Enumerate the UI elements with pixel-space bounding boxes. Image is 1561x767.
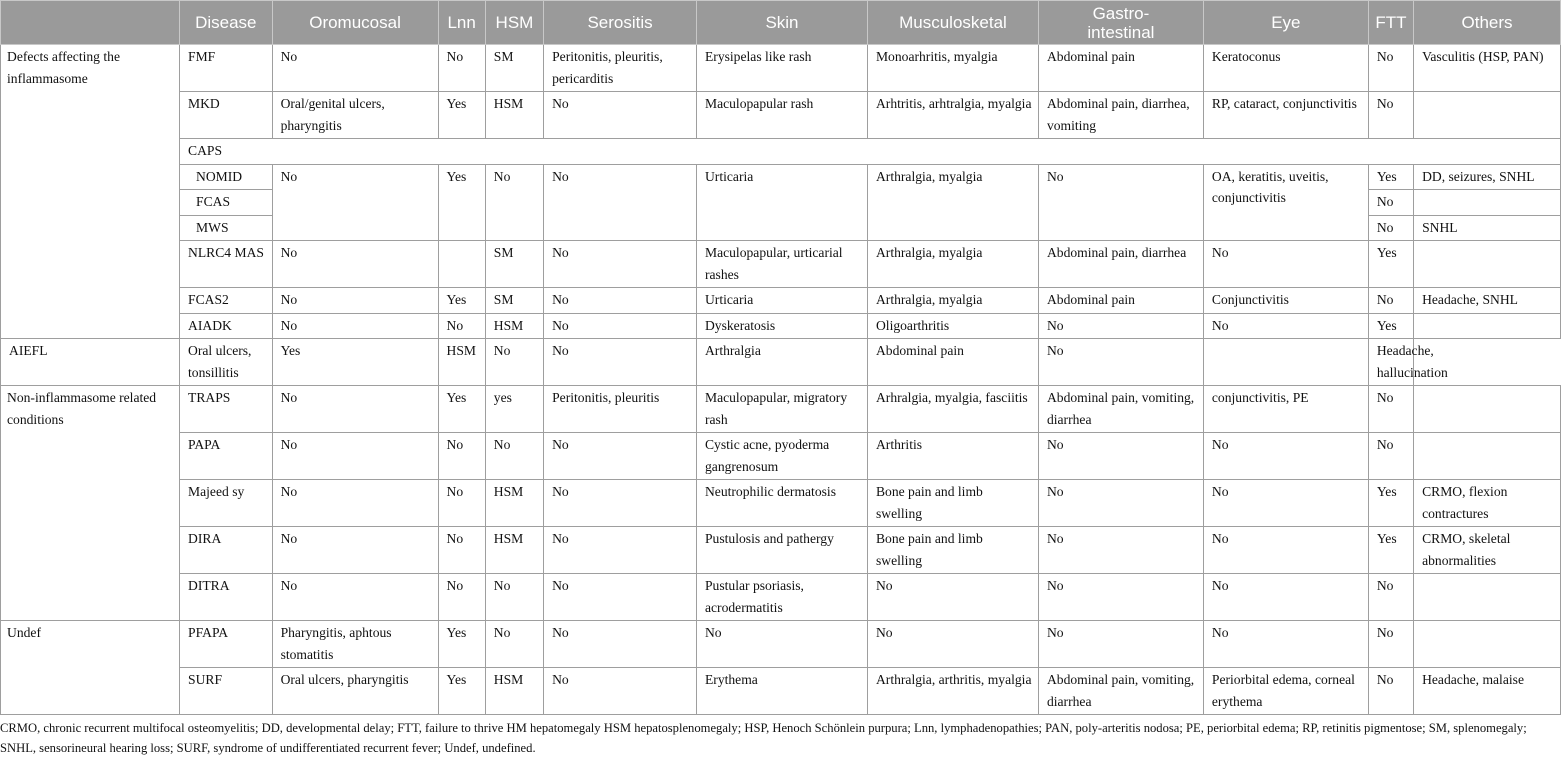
cell-musculosketal: Arthralgia, arthritis, myalgia bbox=[867, 668, 1038, 715]
cell-ftt: Yes bbox=[1368, 241, 1413, 288]
cell-serositis: No bbox=[544, 433, 697, 480]
cell-eye: No bbox=[1038, 339, 1203, 386]
cell-gastrointestinal: Abdominal pain bbox=[867, 339, 1038, 386]
cell-eye: No bbox=[1203, 621, 1368, 668]
cell-serositis: No bbox=[544, 164, 697, 241]
cell-ftt: No bbox=[1368, 621, 1413, 668]
cell-ftt: Yes bbox=[1368, 164, 1413, 190]
cell-lnn: Yes bbox=[438, 386, 485, 433]
cell-musculosketal: Arthralgia, myalgia bbox=[867, 164, 1038, 241]
cell-gastrointestinal: No bbox=[1038, 164, 1203, 241]
table-row bbox=[1, 139, 1561, 165]
table-row bbox=[1, 45, 1561, 92]
cell-eye: conjunctivitis, PE bbox=[1203, 386, 1368, 433]
cell-others: DD, seizures, SNHL bbox=[1414, 164, 1561, 190]
header-gastrointestinal: Gastro- intestinal bbox=[1038, 1, 1203, 45]
cell-others bbox=[1414, 190, 1561, 216]
cell-oromucosal: No bbox=[272, 45, 438, 92]
table-row bbox=[1, 668, 1561, 715]
table-row bbox=[1, 313, 1561, 339]
cell-serositis: No bbox=[544, 668, 697, 715]
table-row bbox=[1, 480, 1561, 527]
cell-ftt: No bbox=[1368, 433, 1413, 480]
cell-gastrointestinal: Abdominal pain, vomiting, diarrhea bbox=[1038, 668, 1203, 715]
cell-gastrointestinal: Abdominal pain bbox=[1038, 288, 1203, 314]
cell-disease: MWS bbox=[180, 215, 273, 241]
cell-skin: No bbox=[696, 621, 867, 668]
cell-hsm: No bbox=[485, 621, 543, 668]
cell-hsm: SM bbox=[485, 241, 543, 288]
table-row bbox=[1, 574, 1561, 621]
cell-ftt: Yes bbox=[1368, 313, 1413, 339]
cell-musculosketal: Arthralgia bbox=[696, 339, 867, 386]
cell-oromucosal: Oral/genital ulcers, pharyngitis bbox=[272, 92, 438, 139]
cell-serositis: No bbox=[544, 621, 697, 668]
cell-skin: No bbox=[544, 339, 697, 386]
cell-ftt: No bbox=[1368, 92, 1413, 139]
cell-lnn: No bbox=[438, 433, 485, 480]
table-row bbox=[1, 621, 1561, 668]
header-eye: Eye bbox=[1203, 1, 1368, 45]
cell-eye: OA, keratitis, uveitis, conjunctivitis bbox=[1203, 164, 1368, 241]
cell-disease: AIADK bbox=[180, 313, 273, 339]
cell-serositis: Peritonitis, pleuritis bbox=[544, 386, 697, 433]
cell-ftt: Yes bbox=[1368, 480, 1413, 527]
cell-musculosketal: Oligoarthritis bbox=[867, 313, 1038, 339]
cell-eye: No bbox=[1203, 527, 1368, 574]
cell-skin: Neutrophilic dermatosis bbox=[696, 480, 867, 527]
cell-lnn: No bbox=[438, 313, 485, 339]
cell-lnn: No bbox=[438, 574, 485, 621]
cell-musculosketal: No bbox=[867, 574, 1038, 621]
cell-musculosketal: Arthralgia, myalgia bbox=[867, 288, 1038, 314]
cell-musculosketal: Arthralgia, myalgia bbox=[867, 241, 1038, 288]
cell-disease: FMF bbox=[180, 45, 273, 92]
cell-eye: No bbox=[1203, 574, 1368, 621]
cell-skin: Cystic acne, pyoderma gangrenosum bbox=[696, 433, 867, 480]
cell-eye: No bbox=[1203, 241, 1368, 288]
cell-disease: Majeed sy bbox=[180, 480, 273, 527]
cell-disease: DIRA bbox=[180, 527, 273, 574]
header-row bbox=[1, 1, 1561, 45]
cell-disease: AIEFL bbox=[1, 339, 180, 386]
cell-lnn: Yes bbox=[438, 621, 485, 668]
cell-caps-label: CAPS bbox=[180, 139, 1561, 165]
cell-gastrointestinal: No bbox=[1038, 621, 1203, 668]
cell-others: Headache, malaise bbox=[1414, 668, 1561, 715]
cell-oromucosal: No bbox=[272, 288, 438, 314]
header-group bbox=[1, 1, 180, 45]
cell-others bbox=[1414, 386, 1561, 433]
cell-others bbox=[1414, 92, 1561, 139]
cell-oromucosal: No bbox=[272, 433, 438, 480]
cell-others: Vasculitis (HSP, PAN) bbox=[1414, 45, 1561, 92]
cell-oromucosal: No bbox=[272, 241, 438, 288]
cell-hsm: SM bbox=[485, 45, 543, 92]
cell-skin: Pustulosis and pathergy bbox=[696, 527, 867, 574]
cell-musculosketal: No bbox=[867, 621, 1038, 668]
cell-others bbox=[1414, 574, 1561, 621]
table-footnote: CRMO, chronic recurrent multifocal osteomyelitis; DD, developmental delay; FTT, failure to thrive HM hepatomegaly HSM hepatosplenomegaly; HSP, Henoch Schönlein purpura; Lnn, lymphadenopathies; PAN, poly-arteritis nodosa; PE, periorbital edema; RP, retinitis pigmentose; SM, splenomegaly; SNHL, sensorineural hearing loss; SURF, syndrome of undifferentiated recurrent fever; Undef, undefined. bbox=[0, 721, 1527, 755]
cell-gastrointestinal: Abdominal pain, diarrhea bbox=[1038, 241, 1203, 288]
cell-gastrointestinal: Abdominal pain bbox=[1038, 45, 1203, 92]
cell-gastrointestinal: Abdominal pain, diarrhea, vomiting bbox=[1038, 92, 1203, 139]
cell-hsm: HSM bbox=[485, 480, 543, 527]
cell-oromucosal: No bbox=[272, 480, 438, 527]
cell-serositis: No bbox=[544, 241, 697, 288]
cell-serositis: No bbox=[544, 574, 697, 621]
table-row bbox=[1, 433, 1561, 480]
cell-gastrointestinal: No bbox=[1038, 527, 1203, 574]
cell-musculosketal: Bone pain and limb swelling bbox=[867, 527, 1038, 574]
table-row bbox=[1, 339, 1561, 386]
header-disease: Disease bbox=[180, 1, 273, 45]
cell-gastrointestinal: No bbox=[1038, 433, 1203, 480]
cell-eye: No bbox=[1203, 480, 1368, 527]
cell-hsm: HSM bbox=[485, 92, 543, 139]
table-row bbox=[1, 288, 1561, 314]
cell-lnn bbox=[438, 241, 485, 288]
cell-hsm: HSM bbox=[485, 313, 543, 339]
header-skin: Skin bbox=[696, 1, 867, 45]
cell-serositis: No bbox=[544, 288, 697, 314]
cell-gastrointestinal: No bbox=[1038, 313, 1203, 339]
cell-disease: DITRA bbox=[180, 574, 273, 621]
cell-oromucosal: Pharyngitis, aphtous stomatitis bbox=[272, 621, 438, 668]
header-ftt: FTT bbox=[1368, 1, 1413, 45]
cell-eye: Keratoconus bbox=[1203, 45, 1368, 92]
cell-hsm: No bbox=[485, 433, 543, 480]
table-row bbox=[1, 164, 1561, 190]
cell-eye: Conjunctivitis bbox=[1203, 288, 1368, 314]
cell-oromucosal: No bbox=[272, 574, 438, 621]
cell-gastrointestinal: No bbox=[1038, 574, 1203, 621]
cell-ftt bbox=[1203, 339, 1368, 386]
cell-ftt: No bbox=[1368, 668, 1413, 715]
cell-hsm: No bbox=[485, 574, 543, 621]
cell-hsm: HSM bbox=[485, 668, 543, 715]
cell-disease: FCAS bbox=[180, 190, 273, 216]
group-label-noninflammasome: Non-inflammasome related conditions bbox=[1, 386, 180, 621]
table-row bbox=[1, 527, 1561, 574]
header-lnn: Lnn bbox=[438, 1, 485, 45]
cell-serositis: No bbox=[544, 92, 697, 139]
cell-serositis: No bbox=[485, 339, 543, 386]
cell-disease: FCAS2 bbox=[180, 288, 273, 314]
cell-serositis: No bbox=[544, 313, 697, 339]
cell-ftt: No bbox=[1368, 45, 1413, 92]
cell-skin: Maculopapular, migratory rash bbox=[696, 386, 867, 433]
cell-serositis: Peritonitis, pleuritis, pericarditis bbox=[544, 45, 697, 92]
cell-disease: NOMID bbox=[180, 164, 273, 190]
cell-disease: TRAPS bbox=[180, 386, 273, 433]
cell-disease: PFAPA bbox=[180, 621, 273, 668]
cell-lnn: Yes bbox=[438, 92, 485, 139]
group-label-inflammasome: Defects affecting the inflammasome bbox=[1, 45, 180, 339]
cell-skin: Urticaria bbox=[696, 288, 867, 314]
cell-ftt: No bbox=[1368, 288, 1413, 314]
cell-oromucosal: No bbox=[272, 386, 438, 433]
cell-serositis: No bbox=[544, 480, 697, 527]
cell-musculosketal: Monoarhritis, myalgia bbox=[867, 45, 1038, 92]
cell-skin: Erythema bbox=[696, 668, 867, 715]
cell-hsm: HSM bbox=[438, 339, 485, 386]
cell-ftt: Yes bbox=[1368, 527, 1413, 574]
cell-lnn: No bbox=[438, 45, 485, 92]
cell-eye: No bbox=[1203, 313, 1368, 339]
cell-lnn: Yes bbox=[438, 668, 485, 715]
cell-lnn: Yes bbox=[438, 288, 485, 314]
cell-disease: PAPA bbox=[180, 433, 273, 480]
cell-hsm: No bbox=[485, 164, 543, 241]
cell-hsm: SM bbox=[485, 288, 543, 314]
cell-skin: Erysipelas like rash bbox=[696, 45, 867, 92]
cell-skin: Dyskeratosis bbox=[696, 313, 867, 339]
group-label-undef: Undef bbox=[1, 621, 180, 715]
cell-lnn: Yes bbox=[272, 339, 438, 386]
cell-eye: Periorbital edema, corneal erythema bbox=[1203, 668, 1368, 715]
cell-others bbox=[1414, 241, 1561, 288]
cell-lnn: No bbox=[438, 527, 485, 574]
cell-lnn: No bbox=[438, 480, 485, 527]
cell-skin: Maculopapular rash bbox=[696, 92, 867, 139]
cell-disease: MKD bbox=[180, 92, 273, 139]
cell-lnn: Yes bbox=[438, 164, 485, 241]
header-others: Others bbox=[1414, 1, 1561, 45]
cell-musculosketal: Arhtritis, arhtralgia, myalgia bbox=[867, 92, 1038, 139]
cell-others: CRMO, flexion contractures bbox=[1414, 480, 1561, 527]
cell-musculosketal: Bone pain and limb swelling bbox=[867, 480, 1038, 527]
cell-skin: Urticaria bbox=[696, 164, 867, 241]
cell-oromucosal: Oral ulcers, tonsillitis bbox=[180, 339, 273, 386]
cell-ftt: No bbox=[1368, 190, 1413, 216]
cell-eye: No bbox=[1203, 433, 1368, 480]
cell-ftt: No bbox=[1368, 215, 1413, 241]
cell-others: Headache, SNHL bbox=[1414, 288, 1561, 314]
cell-hsm: yes bbox=[485, 386, 543, 433]
cell-others: CRMO, skeletal abnormalities bbox=[1414, 527, 1561, 574]
cell-others: Headache, hallucination bbox=[1368, 339, 1413, 386]
cell-oromucosal: No bbox=[272, 164, 438, 241]
cell-ftt: No bbox=[1368, 574, 1413, 621]
header-serositis: Serositis bbox=[544, 1, 697, 45]
cell-others bbox=[1414, 621, 1561, 668]
cell-oromucosal: No bbox=[272, 313, 438, 339]
cell-others: SNHL bbox=[1414, 215, 1561, 241]
cell-others bbox=[1414, 433, 1561, 480]
cell-others bbox=[1414, 313, 1561, 339]
cell-skin: Maculopapular, urticarial rashes bbox=[696, 241, 867, 288]
table-row bbox=[1, 386, 1561, 433]
header-musculosketal: Musculosketal bbox=[867, 1, 1038, 45]
cell-musculosketal: Arthritis bbox=[867, 433, 1038, 480]
table-row bbox=[1, 92, 1561, 139]
header-hsm: HSM bbox=[485, 1, 543, 45]
cell-oromucosal: No bbox=[272, 527, 438, 574]
cell-musculosketal: Arhralgia, myalgia, fasciitis bbox=[867, 386, 1038, 433]
cell-ftt: No bbox=[1368, 386, 1413, 433]
cell-disease: SURF bbox=[180, 668, 273, 715]
cell-disease: NLRC4 MAS bbox=[180, 241, 273, 288]
table-row bbox=[1, 241, 1561, 288]
cell-gastrointestinal: No bbox=[1038, 480, 1203, 527]
cell-hsm: HSM bbox=[485, 527, 543, 574]
cell-serositis: No bbox=[544, 527, 697, 574]
cell-skin: Pustular psoriasis, acrodermatitis bbox=[696, 574, 867, 621]
cell-eye: RP, cataract, conjunctivitis bbox=[1203, 92, 1368, 139]
header-oromucosal: Oromucosal bbox=[272, 1, 438, 45]
cell-gastrointestinal: Abdominal pain, vomiting, diarrhea bbox=[1038, 386, 1203, 433]
cell-oromucosal: Oral ulcers, pharyngitis bbox=[272, 668, 438, 715]
